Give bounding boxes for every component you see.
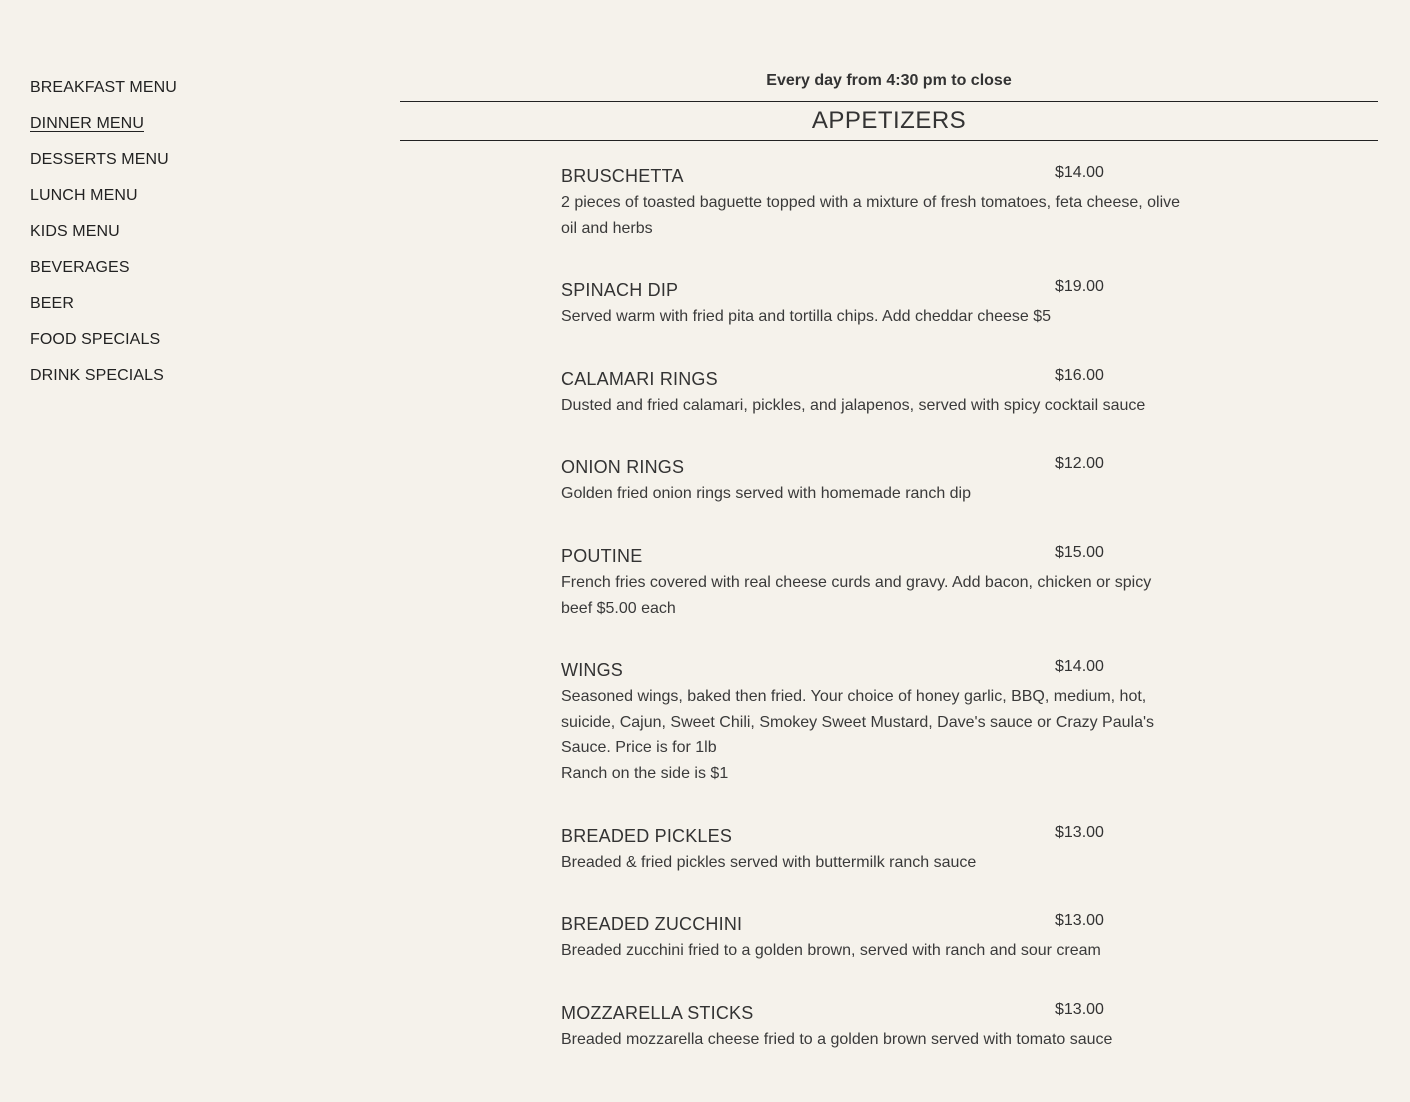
menu-item bbox=[561, 543, 1181, 621]
menu-item-description-line: Golden fried onion rings served with homemade ranch dip bbox=[561, 485, 972, 503]
menu-item-name: ONION RINGS bbox=[561, 457, 685, 478]
menu-item-description bbox=[561, 393, 1181, 419]
menu-item-price: $13.00 bbox=[1055, 1000, 1104, 1018]
menu-nav bbox=[30, 76, 330, 400]
menu-item-description bbox=[561, 481, 1181, 507]
menu-item bbox=[561, 163, 1181, 241]
nav-item-desserts-menu[interactable]: DESSERTS MENU bbox=[30, 151, 169, 168]
menu-item-price: $16.00 bbox=[1055, 366, 1104, 384]
menu-item-name: BRUSCHETTA bbox=[561, 166, 684, 186]
nav-item-beverages[interactable]: BEVERAGES bbox=[30, 259, 130, 276]
menu-item-description-line: Ranch on the side is $1 bbox=[561, 764, 729, 782]
menu-item bbox=[561, 1000, 1181, 1053]
menu-item-name: SPINACH DIP bbox=[561, 280, 679, 301]
nav-item-food-specials[interactable]: FOOD SPECIALS bbox=[30, 331, 161, 348]
menu-item-name: BREADED ZUCCHINI bbox=[561, 914, 743, 935]
menu-item bbox=[561, 366, 1181, 419]
menu-item-description-line: Dusted and fried calamari, pickles, and jalapenos, served with spicy cocktail sauce bbox=[561, 396, 1146, 414]
menu-item-name: BREADED PICKLES bbox=[561, 825, 733, 846]
menu-item-list bbox=[561, 141, 1181, 1052]
menu-item-name: MOZZARELLA STICKS bbox=[561, 1002, 754, 1023]
menu-item-price: $15.00 bbox=[1055, 543, 1104, 561]
menu-item-description-line: Breaded mozzarella cheese fried to a golden brown served with tomato sauce bbox=[561, 1030, 1113, 1048]
menu-item-description bbox=[561, 684, 1181, 786]
menu-item-description bbox=[561, 570, 1181, 621]
menu-item-name: CALAMARI RINGS bbox=[561, 368, 718, 389]
menu-item-price: $13.00 bbox=[1055, 823, 1104, 841]
menu-item-name: POUTINE bbox=[561, 545, 643, 566]
menu-content bbox=[400, 68, 1378, 1088]
menu-item-description bbox=[561, 938, 1181, 964]
menu-item-description bbox=[561, 304, 1181, 330]
menu-item-description-line: French fries covered with real cheese curds and gravy. Add bacon, chicken or spicy beef $5.00 each bbox=[561, 573, 1152, 617]
menu-item bbox=[561, 454, 1181, 507]
nav-item-drink-specials[interactable]: DRINK SPECIALS bbox=[30, 367, 164, 384]
nav-item-breakfast-menu[interactable]: BREAKFAST MENU bbox=[30, 79, 177, 96]
menu-item-description-line: Breaded & fried pickles served with buttermilk ranch sauce bbox=[561, 853, 977, 871]
menu-item bbox=[561, 823, 1181, 876]
nav-item-dinner-menu[interactable]: DINNER MENU bbox=[30, 115, 144, 132]
menu-item-price: $14.00 bbox=[1055, 164, 1104, 181]
menu-item bbox=[561, 911, 1181, 964]
menu-item-description-line: Served warm with fried pita and tortilla chips. Add cheddar cheese $5 bbox=[561, 308, 1052, 326]
menu-item-description-line: Seasoned wings, baked then fried. Your choice of honey garlic, BBQ, medium, hot, suicide, Cajun, Sweet Chili, Smokey Sweet Mustard, Dave's sauce or Crazy Paula's Sauce. Price is for 1lb bbox=[561, 688, 1155, 757]
menu-item-description-line: 2 pieces of toasted baguette topped with a mixture of fresh tomatoes, feta cheese, olive oil and herbs bbox=[561, 194, 1181, 237]
menu-item bbox=[561, 277, 1181, 330]
menu-item-price: $13.00 bbox=[1055, 912, 1104, 930]
menu-item-description bbox=[561, 190, 1181, 241]
service-hours: Every day from 4:30 pm to close bbox=[400, 68, 1378, 102]
section-title: APPETIZERS bbox=[400, 102, 1378, 141]
menu-item-description-line: Breaded zucchini fried to a golden brown, served with ranch and sour cream bbox=[561, 942, 1101, 960]
menu-item-price: $19.00 bbox=[1055, 278, 1104, 296]
nav-item-lunch-menu[interactable]: LUNCH MENU bbox=[30, 187, 138, 204]
menu-item bbox=[561, 657, 1181, 786]
nav-item-kids-menu[interactable]: KIDS MENU bbox=[30, 223, 120, 240]
menu-item-description bbox=[561, 1027, 1181, 1053]
menu-item-price: $12.00 bbox=[1055, 455, 1104, 473]
nav-item-beer[interactable]: BEER bbox=[30, 295, 74, 312]
menu-item-description bbox=[561, 850, 1181, 876]
menu-item-price: $14.00 bbox=[1055, 658, 1104, 676]
menu-item-name: WINGS bbox=[561, 660, 623, 681]
